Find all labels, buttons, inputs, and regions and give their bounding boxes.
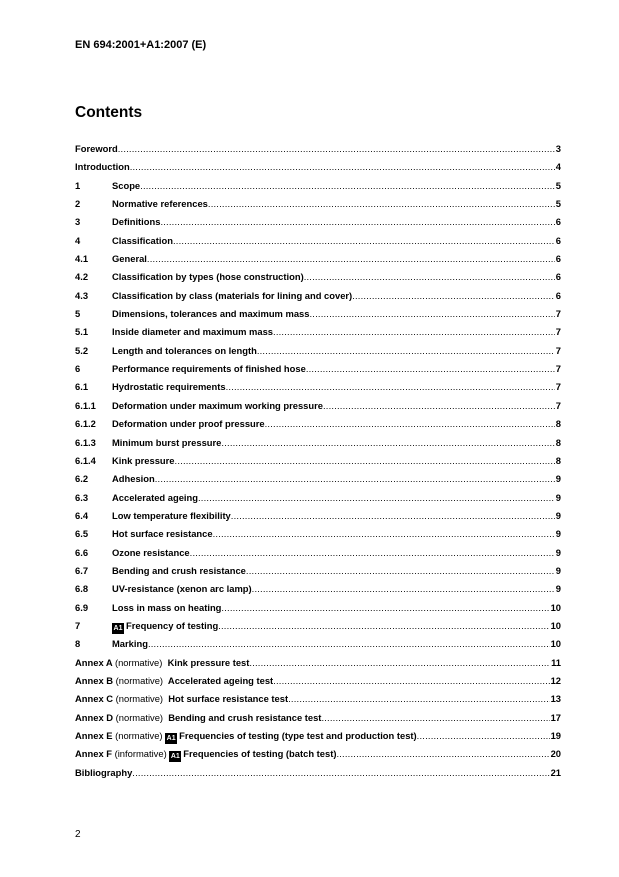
toc-label: Adhesion: [112, 473, 155, 485]
toc-row[interactable]: [75, 580, 561, 598]
toc-page: 6: [555, 216, 561, 228]
toc-row[interactable]: [75, 213, 561, 231]
toc-row[interactable]: [75, 470, 561, 488]
toc-label: Hot surface resistance: [112, 528, 213, 540]
toc-label: Deformation under maximum working pressure: [112, 399, 323, 411]
toc-row[interactable]: [75, 544, 561, 562]
toc-number: 7: [75, 619, 81, 631]
toc-page: 7: [555, 308, 561, 320]
toc-number: 6.1: [75, 381, 89, 393]
toc-row[interactable]: [75, 452, 561, 470]
toc-row[interactable]: [75, 305, 561, 323]
toc-label: Kink pressure: [112, 454, 175, 466]
toc-page: 9: [555, 528, 561, 540]
amendment-marker-icon: A1: [166, 735, 176, 742]
annex-kind: (informative): [114, 748, 167, 760]
toc-number: 1: [75, 179, 81, 191]
amendment-marker-icon: A1: [170, 753, 180, 761]
toc-number: 5.1: [75, 326, 89, 338]
toc-page: 10: [550, 601, 561, 613]
toc-page: 7: [555, 381, 561, 393]
toc-label: Introduction: [75, 161, 130, 173]
toc-label: Bending and crush resistance test: [168, 711, 322, 723]
toc-page: 5: [555, 198, 561, 210]
toc-row[interactable]: [75, 525, 561, 543]
toc-label: Kink pressure test: [167, 656, 250, 668]
toc-label: Marking: [112, 638, 148, 650]
annex-kind: (normative): [114, 656, 163, 668]
toc-label: Bending and crush resistance: [112, 564, 246, 576]
toc-label: Classification: [112, 234, 173, 246]
toc-row[interactable]: [75, 140, 561, 158]
toc-label: Accelerated ageing: [112, 491, 198, 503]
table-of-contents: [75, 140, 561, 782]
toc-number: Annex D: [75, 711, 114, 723]
toc-row[interactable]: [75, 342, 561, 360]
annex-kind: (normative): [115, 674, 164, 686]
toc-row[interactable]: [75, 764, 561, 782]
toc-number: 6.6: [75, 546, 89, 558]
toc-number: 6.7: [75, 564, 89, 576]
toc-page: 5: [555, 179, 561, 191]
toc-number: 6.1.1: [75, 399, 96, 411]
toc-row[interactable]: [75, 690, 561, 708]
toc-label: Deformation under proof pressure: [112, 418, 265, 430]
toc-page: 8: [555, 454, 561, 466]
toc-page: 13: [550, 693, 561, 705]
toc-number: 4.3: [75, 289, 89, 301]
toc-label: Foreword: [75, 143, 118, 154]
toc-row[interactable]: [75, 397, 561, 415]
toc-label: Low temperature flexibility: [112, 509, 231, 521]
toc-row[interactable]: [75, 360, 561, 378]
toc-label: Dimensions, tolerances and maximum mass: [112, 308, 310, 320]
toc-row[interactable]: [75, 378, 561, 396]
toc-label: Frequencies of testing (type test and production test): [179, 730, 417, 741]
toc-page: 3: [555, 143, 561, 154]
toc-page: 4: [555, 161, 561, 173]
toc-page: 21: [550, 766, 561, 778]
toc-row[interactable]: [75, 195, 561, 213]
toc-number: 6.1.3: [75, 436, 96, 448]
toc-number: 6.8: [75, 583, 89, 595]
toc-number: 8: [75, 638, 81, 650]
toc-label: Length and tolerances on length: [112, 344, 257, 356]
toc-page: 11: [551, 656, 561, 668]
toc-row[interactable]: [75, 415, 561, 433]
toc-row[interactable]: [75, 287, 561, 305]
toc-label: General: [112, 253, 147, 265]
toc-page: 6: [555, 253, 561, 265]
toc-page: 7: [555, 326, 561, 338]
toc-number: 4.1: [75, 253, 89, 265]
toc-page: 7: [555, 399, 561, 411]
toc-number: 6.1.2: [75, 418, 96, 430]
toc-label: UV-resistance (xenon arc lamp): [112, 583, 252, 595]
toc-row[interactable]: [75, 617, 561, 635]
toc-number: 3: [75, 216, 81, 228]
toc-page: 19: [550, 730, 561, 741]
toc-number: Annex B: [75, 674, 114, 686]
toc-page: 9: [555, 491, 561, 503]
toc-number: 6.2: [75, 473, 89, 485]
document-header: EN 694:2001+A1:2007 (E): [75, 39, 207, 51]
toc-label: Frequency of testing: [126, 619, 219, 631]
toc-page: 10: [550, 638, 561, 650]
toc-label: Definitions: [112, 216, 161, 228]
annex-kind: (normative): [115, 693, 164, 705]
toc-number: 5: [75, 308, 81, 320]
toc-row[interactable]: [75, 599, 561, 617]
toc-label: Normative references: [112, 198, 208, 210]
toc-number: 2: [75, 198, 81, 210]
toc-page: 20: [550, 748, 561, 760]
toc-page: 6: [555, 234, 561, 246]
amendment-marker-icon: A1: [113, 624, 123, 632]
toc-row[interactable]: [75, 434, 561, 452]
toc-label: Hot surface resistance test: [168, 693, 289, 705]
toc-page: 10: [550, 619, 561, 631]
toc-label: Scope: [112, 179, 141, 191]
toc-label: Performance requirements of finished hose: [112, 363, 306, 375]
toc-row[interactable]: [75, 489, 561, 507]
toc-page: 7: [555, 344, 561, 356]
toc-number: 6: [75, 363, 81, 375]
toc-label: Frequencies of testing (batch test): [183, 748, 337, 760]
toc-number: Annex F: [75, 748, 112, 760]
toc-label: Hydrostatic requirements: [112, 381, 226, 393]
page-title: Contents: [75, 104, 143, 121]
annex-kind: (normative): [115, 711, 164, 723]
toc-row[interactable]: [75, 635, 561, 653]
toc-page: 6: [555, 271, 561, 283]
toc-number: 6.4: [75, 509, 89, 521]
toc-page: 17: [550, 711, 561, 723]
toc-row[interactable]: [75, 268, 561, 286]
toc-page: 9: [555, 583, 561, 595]
toc-number: 6.3: [75, 491, 89, 503]
toc-number: 4: [75, 234, 81, 246]
toc-row[interactable]: [75, 507, 561, 525]
toc-page: 12: [550, 674, 561, 686]
toc-number: Annex A: [75, 656, 113, 668]
toc-page: 9: [555, 546, 561, 558]
annex-kind: (normative): [115, 730, 163, 741]
toc-row[interactable]: [75, 177, 561, 195]
toc-row[interactable]: [75, 562, 561, 580]
toc-label: Ozone resistance: [112, 546, 190, 558]
toc-page: 8: [555, 436, 561, 448]
toc-label: Bibliography: [75, 766, 133, 778]
page-number: 2: [75, 829, 81, 840]
toc-label: Loss in mass on heating: [112, 601, 222, 613]
toc-label: Minimum burst pressure: [112, 436, 222, 448]
toc-label: Classification by types (hose construction): [112, 271, 304, 283]
toc-label: Inside diameter and maximum mass: [112, 326, 274, 338]
toc-number: 6.5: [75, 528, 89, 540]
toc-number: 4.2: [75, 271, 89, 283]
toc-label: Accelerated ageing test: [167, 674, 274, 686]
toc-row[interactable]: [75, 672, 561, 690]
toc-number: Annex C: [75, 693, 114, 705]
toc-page: 9: [555, 564, 561, 576]
toc-row[interactable]: [75, 745, 561, 763]
toc-row[interactable]: [75, 709, 561, 727]
toc-row[interactable]: [75, 323, 561, 341]
toc-row[interactable]: [75, 232, 561, 250]
toc-row[interactable]: [75, 727, 561, 745]
toc-page: 7: [555, 363, 561, 375]
toc-page: 6: [555, 289, 561, 301]
toc-number: 5.2: [75, 344, 89, 356]
toc-page: 9: [555, 473, 561, 485]
toc-number: 6.9: [75, 601, 89, 613]
toc-page: 9: [555, 509, 561, 521]
toc-label: Classification by class (materials for lining and cover): [112, 289, 353, 301]
toc-page: 8: [555, 418, 561, 430]
toc-row[interactable]: [75, 654, 561, 672]
toc-number: Annex E: [75, 730, 113, 741]
toc-row[interactable]: [75, 250, 561, 268]
toc-number: 6.1.4: [75, 454, 96, 466]
toc-row[interactable]: [75, 158, 561, 176]
